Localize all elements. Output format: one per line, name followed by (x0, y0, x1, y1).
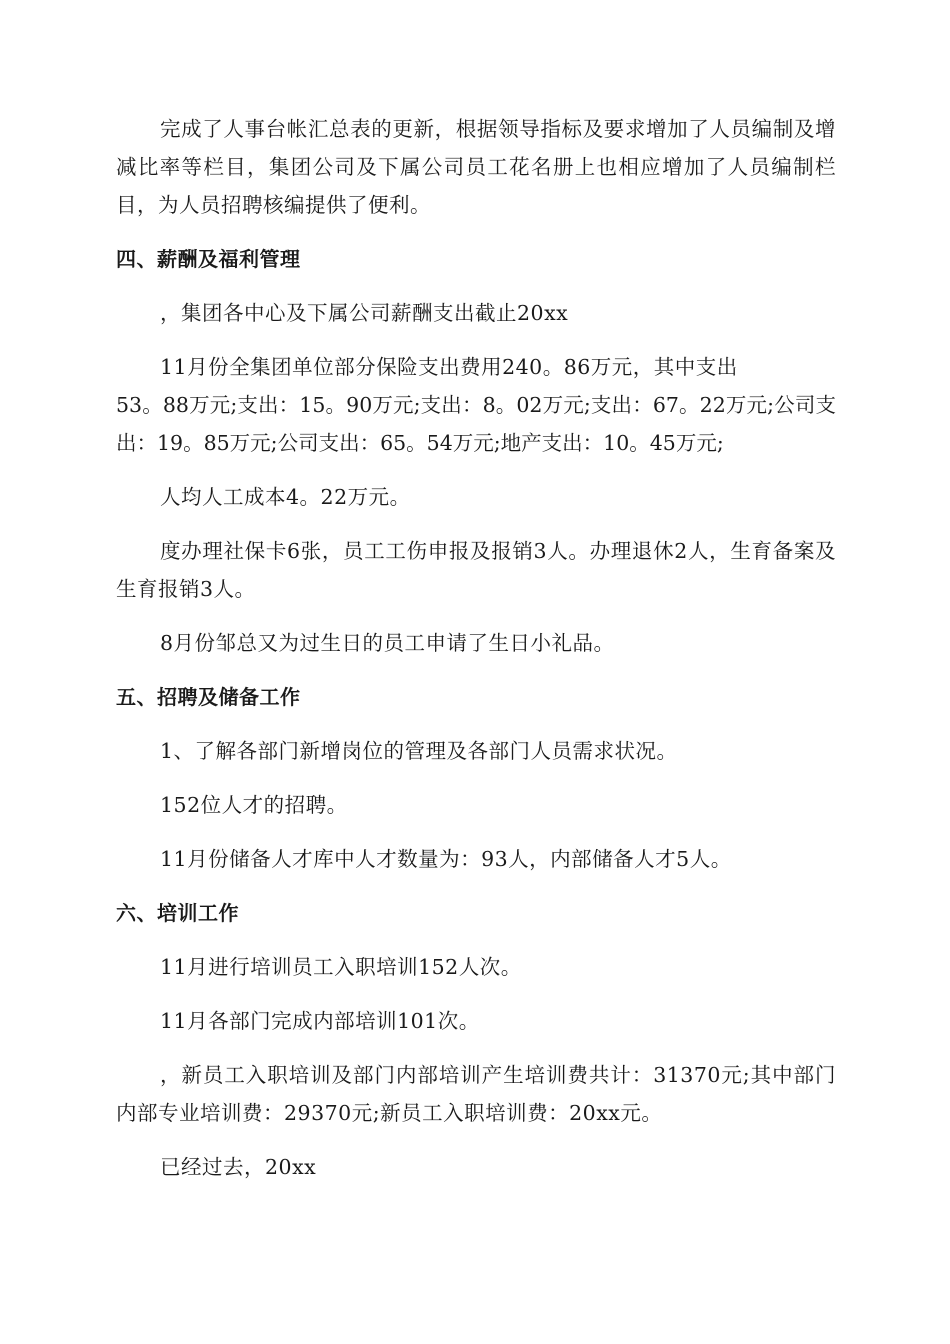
paragraph-department-needs: 1、了解各部门新增岗位的管理及各部门人员需求状况。 (160, 739, 678, 763)
paragraph-training-cost: ，新员工入职培训及部门内部培训产生培训费共计：31370元;其中部门内部专业培训费：29370元;新员工入职培训费：20xx元。 (116, 1063, 836, 1125)
paragraph-insurance-expense: 11月份全集团单位部分保险支出费用240。86万元，其中支出 (160, 355, 738, 379)
paragraph-talent-recruit: 152位人才的招聘。 (160, 793, 348, 817)
paragraph-internal-training: 11月各部门完成内部培训101次。 (160, 1009, 480, 1033)
paragraph-onboarding-training: 11月进行培训员工入职培训152人次。 (160, 955, 522, 979)
paragraph-social-security: 度办理社保卡6张，员工工伤申报及报销3人。办理退休2人，生育备案及生育报销3人。 (116, 539, 836, 601)
heading-recruitment: 五、招聘及储备工作 (116, 685, 301, 709)
heading-training: 六、培训工作 (116, 901, 239, 925)
paragraph-talent-pool: 11月份储备人才库中人才数量为：93人，内部储备人才5人。 (160, 847, 732, 871)
paragraph-closing: 已经过去，20xx (160, 1155, 317, 1179)
paragraph-birthday-gift: 8月份邹总又为过生日的员工申请了生日小礼品。 (160, 631, 615, 655)
paragraph-insurance-breakdown: 53。88万元;支出：15。90万元;支出：8。02万元;支出：67。22万元;公司支出：19。85万元;公司支出：65。54万元;地产支出：10。45万元; (116, 393, 836, 455)
paragraph-ledger-update: 完成了人事台帐汇总表的更新，根据领导指标及要求增加了人员编制及增减比率等栏目，集团公司及下属公司员工花名册上也相应增加了人员编制栏目，为人员招聘核编提供了便利。 (116, 117, 836, 217)
paragraph-salary-expense: ，集团各中心及下属公司薪酬支出截止20xx (160, 301, 569, 325)
document-page (116, 110, 836, 1202)
heading-salary-welfare: 四、薪酬及福利管理 (116, 247, 301, 271)
paragraph-labor-cost: 人均人工成本4。22万元。 (160, 485, 411, 509)
